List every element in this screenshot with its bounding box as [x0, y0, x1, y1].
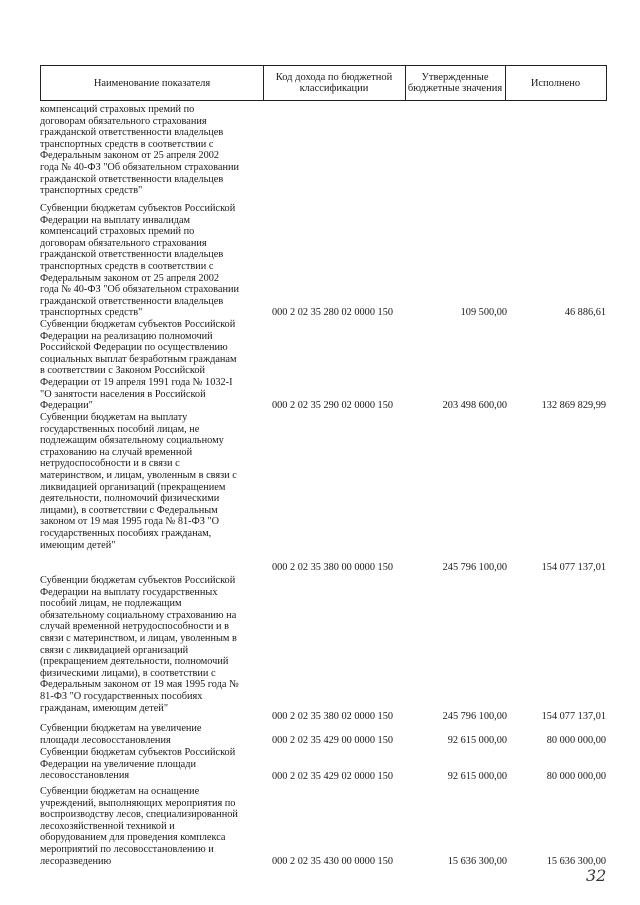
page-number: 32: [586, 866, 607, 885]
row-name: Субвенции бюджетам на выплату государственных пособий лицам, не подлежащим обязательному социальному страхованию на случай временной нетрудоспособности и в связи с материнством, и лицам, уволенным в связи с ликвидацией организаций (прекращением деятельности, полномочий физическими лицами), в соответствии с Федеральным законом от 19 мая 1995 года № 81-ФЗ "О государственных пособиях гражданам, имеющим детей": [40, 412, 237, 551]
row-approved: 109 500,00: [460, 307, 507, 318]
row-executed: 46 886,61: [564, 307, 606, 318]
row-name: Субвенции бюджетам субъектов Российской Федерации на выплату государственных пособий лицам, не подлежащим обязательному социальному страхованию на случай временной нетрудоспособности и в связи с материнством, и лицам, уволенным в связи с ликвидацией организаций (прекращением деятельности, полномочий физическими лицами), в соответствии с Федеральным законом от 19 мая 1995 года № 81-ФЗ "О государственных пособиях гражданам, имеющим детей": [40, 575, 239, 714]
row-code: 000 2 02 35 430 00 0000 150: [272, 856, 393, 867]
row-code: 000 2 02 35 280 02 0000 150: [272, 307, 393, 318]
row-name: Субвенции бюджетам на увеличение площади лесовосстановления: [40, 723, 202, 746]
row-approved: 203 498 600,00: [442, 400, 507, 411]
row-approved: 92 615 000,00: [447, 735, 507, 746]
row-executed: 154 077 137,01: [541, 562, 606, 573]
row-code: 000 2 02 35 380 00 0000 150: [272, 562, 393, 573]
row-code: 000 2 02 35 290 02 0000 150: [272, 400, 393, 411]
row-executed: 80 000 000,00: [546, 735, 606, 746]
row-code: 000 2 02 35 380 02 0000 150: [272, 711, 393, 722]
row-approved: 15 636 300,00: [447, 856, 507, 867]
table-header: [40, 65, 607, 101]
row-executed: 132 869 829,99: [541, 400, 606, 411]
header-executed: Исполнено: [530, 77, 581, 89]
row-code: 000 2 02 35 429 02 0000 150: [272, 771, 393, 782]
row-executed: 15 636 300,00: [546, 856, 606, 867]
row-executed: 154 077 137,01: [541, 711, 606, 722]
header-code: Код дохода по бюджетной классификации: [275, 72, 393, 94]
row-name: Субвенции бюджетам субъектов Российской Федерации на выплату инвалидам компенсаций страховых премий по договорам обязательного страхования гражданской ответственности владельцев транспортных средств в соответствии с Федеральным законом от 25 апреля 2002 года № 40-ФЗ "Об обязательном страховании гражданской ответственности владельцев транспортных средств": [40, 203, 239, 319]
row-code: 000 2 02 35 429 00 0000 150: [272, 735, 393, 746]
row-name: компенсаций страховых премий по договорам обязательного страхования гражданской ответственности владельцев транспортных средств в соответствии с Федеральным законом от 25 апреля 2002 года № 40-ФЗ "Об обязательном страховании гражданской ответственности владельцев транспортных средств": [40, 104, 239, 197]
row-executed: 80 000 000,00: [546, 771, 606, 782]
row-approved: 245 796 100,00: [442, 711, 507, 722]
row-name: Субвенции бюджетам субъектов Российской Федерации на реализацию полномочий Российской Федерации по осуществлению социальных выплат безработным гражданам в соответствии с Законом Российской Федерации от 19 апреля 1991 года № 1032-I "О занятости населения в Российской Федерации": [40, 319, 237, 412]
row-approved: 92 615 000,00: [447, 771, 507, 782]
header-name: Наименование показателя: [93, 77, 211, 89]
header-approved: Утвержденные бюджетные значения: [407, 72, 503, 94]
row-approved: 245 796 100,00: [442, 562, 507, 573]
row-name: Субвенции бюджетам субъектов Российской Федерации на увеличение площади лесовосстановления: [40, 747, 236, 782]
row-name: Субвенции бюджетам на оснащение учреждений, выполняющих мероприятия по воспроизводству лесов, специализированной лесохозяйственной техникой и оборудованием для проведения комплекса мероприятий по лесовосстановлению и лесоразведению: [40, 786, 238, 867]
